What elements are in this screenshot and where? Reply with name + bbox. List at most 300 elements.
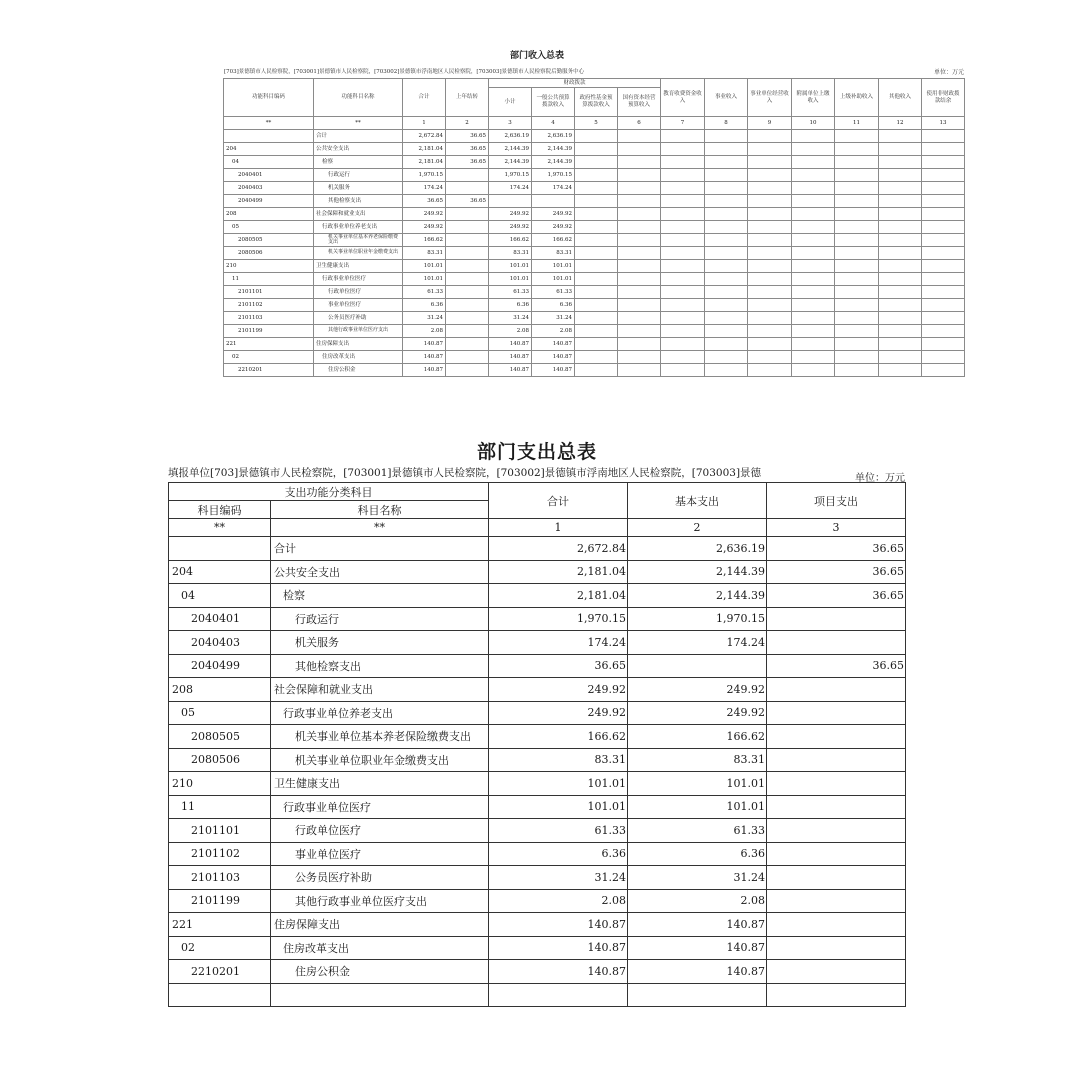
income-row-total: 249.92 (403, 221, 446, 234)
expenditure-row-project: 36.65 (767, 537, 906, 561)
expenditure-table-row (169, 819, 906, 843)
expenditure-row-basic: 2,144.39 (628, 560, 767, 584)
income-row-empty-cell (835, 156, 879, 169)
income-row-name: 机关事业单位基本养老保险缴费支出 (314, 234, 403, 247)
expenditure-table-row (169, 748, 906, 772)
income-row-empty-cell (575, 247, 618, 260)
expenditure-marker-row (169, 519, 906, 537)
income-row-empty-cell (879, 156, 922, 169)
income-row-empty-cell (748, 273, 792, 286)
income-row-empty-cell (575, 156, 618, 169)
expenditure-table-row (169, 607, 906, 631)
expenditure-row-project (767, 913, 906, 937)
expenditure-row-basic: 6.36 (628, 842, 767, 866)
income-row-name: 社会保障和就业支出 (314, 208, 403, 221)
income-row-general-budget: 166.62 (532, 234, 575, 247)
expenditure-row-name: 公共安全支出 (271, 560, 489, 584)
income-row-empty-cell (879, 364, 922, 377)
income-row-empty-cell (835, 234, 879, 247)
income-table-row (224, 247, 965, 260)
income-row-empty-cell (879, 286, 922, 299)
income-row-empty-cell (792, 130, 835, 143)
expenditure-row-basic: 101.01 (628, 772, 767, 796)
income-row-subtotal: 2,636.19 (489, 130, 532, 143)
income-header-name: 功能科目名称 (314, 79, 403, 117)
expenditure-table-row (169, 866, 906, 890)
income-row-empty-cell (792, 338, 835, 351)
income-row-code: 210 (224, 260, 314, 273)
income-row-name: 住房公积金 (314, 364, 403, 377)
income-row-empty-cell (835, 312, 879, 325)
income-row-empty-cell (575, 221, 618, 234)
income-row-empty-cell (575, 299, 618, 312)
expenditure-row-total: 6.36 (489, 842, 628, 866)
expenditure-row-project (767, 607, 906, 631)
expenditure-header-code: 科目编码 (169, 501, 271, 519)
income-row-empty-cell (922, 338, 965, 351)
income-header-gov-fund: 政府性基金预算拨款收入 (575, 88, 618, 117)
income-row-empty-cell (835, 299, 879, 312)
income-row-carryover: 36.65 (446, 143, 489, 156)
income-row-empty-cell (879, 312, 922, 325)
income-row-code: 2210201 (224, 364, 314, 377)
income-row-empty-cell (575, 364, 618, 377)
income-row-empty-cell (618, 312, 661, 325)
income-header-general-budget: 一般公共预算拨款收入 (532, 88, 575, 117)
income-row-empty-cell (879, 195, 922, 208)
income-row-empty-cell (748, 351, 792, 364)
income-row-code: 2040403 (224, 182, 314, 195)
expenditure-header-total: 合计 (489, 483, 628, 519)
income-header-affiliated: 附属单位上缴收入 (792, 79, 835, 117)
income-row-general-budget: 249.92 (532, 208, 575, 221)
income-row-empty-cell (879, 325, 922, 338)
income-row-subtotal: 101.01 (489, 273, 532, 286)
expenditure-row-total: 2,181.04 (489, 584, 628, 608)
income-row-empty-cell (661, 273, 705, 286)
income-row-empty-cell (748, 260, 792, 273)
income-header-business: 事业收入 (705, 79, 748, 117)
income-row-empty-cell (705, 234, 748, 247)
income-row-empty-cell (922, 312, 965, 325)
income-row-empty-cell (705, 169, 748, 182)
income-row-empty-cell (922, 286, 965, 299)
income-row-empty-cell (705, 325, 748, 338)
income-row-empty-cell (618, 143, 661, 156)
income-row-empty-cell (792, 169, 835, 182)
expenditure-row-project (767, 748, 906, 772)
expenditure-row-code: 05 (169, 701, 271, 725)
expenditure-header-basic: 基本支出 (628, 483, 767, 519)
expenditure-row-total: 140.87 (489, 936, 628, 960)
expenditure-row-project (767, 795, 906, 819)
income-table-row (224, 273, 965, 286)
income-row-empty-cell (661, 221, 705, 234)
income-marker-cell: 2 (446, 117, 489, 130)
expenditure-blank-cell (489, 983, 628, 1007)
income-row-total: 31.24 (403, 312, 446, 325)
expenditure-row-basic: 140.87 (628, 913, 767, 937)
income-row-empty-cell (835, 143, 879, 156)
income-row-total: 101.01 (403, 273, 446, 286)
income-row-empty-cell (835, 221, 879, 234)
income-row-name: 其他行政事业单位医疗支出 (314, 325, 403, 338)
income-row-empty-cell (922, 247, 965, 260)
expenditure-row-basic: 83.31 (628, 748, 767, 772)
income-row-empty-cell (922, 169, 965, 182)
expenditure-header-project: 项目支出 (767, 483, 906, 519)
income-row-empty-cell (835, 325, 879, 338)
income-row-general-budget: 140.87 (532, 338, 575, 351)
income-row-empty-cell (575, 286, 618, 299)
income-row-empty-cell (661, 195, 705, 208)
income-row-empty-cell (661, 286, 705, 299)
income-row-subtotal: 2.08 (489, 325, 532, 338)
income-row-total: 140.87 (403, 351, 446, 364)
income-row-empty-cell (748, 182, 792, 195)
income-row-empty-cell (879, 208, 922, 221)
expenditure-row-basic: 174.24 (628, 631, 767, 655)
income-header-carryover: 上年结转 (446, 79, 489, 117)
income-row-empty-cell (835, 338, 879, 351)
income-row-empty-cell (661, 325, 705, 338)
expenditure-table-unit: 单位：万元 (855, 473, 905, 484)
income-row-empty-cell (705, 273, 748, 286)
income-row-empty-cell (835, 247, 879, 260)
income-row-empty-cell (661, 364, 705, 377)
income-row-total: 61.33 (403, 286, 446, 299)
expenditure-header-group: 支出功能分类科目 (169, 483, 489, 501)
income-row-empty-cell (705, 338, 748, 351)
income-table-row (224, 312, 965, 325)
income-row-carryover (446, 260, 489, 273)
income-row-general-budget: 140.87 (532, 351, 575, 364)
income-row-empty-cell (705, 143, 748, 156)
income-row-empty-cell (922, 182, 965, 195)
income-row-empty-cell (792, 312, 835, 325)
income-row-empty-cell (879, 299, 922, 312)
income-header-operating: 事业单位经营收入 (748, 79, 792, 117)
expenditure-table-row (169, 654, 906, 678)
income-row-code: 04 (224, 156, 314, 169)
income-row-empty-cell (575, 325, 618, 338)
income-row-total: 2,672.84 (403, 130, 446, 143)
income-row-total: 166.62 (403, 234, 446, 247)
income-row-empty-cell (748, 286, 792, 299)
income-row-empty-cell (835, 286, 879, 299)
income-row-empty-cell (705, 312, 748, 325)
income-row-empty-cell (922, 195, 965, 208)
expenditure-row-total: 61.33 (489, 819, 628, 843)
expenditure-table-row (169, 537, 906, 561)
income-row-name: 其他检察支出 (314, 195, 403, 208)
expenditure-row-basic: 1,970.15 (628, 607, 767, 631)
expenditure-row-project (767, 725, 906, 749)
income-row-empty-cell (879, 221, 922, 234)
expenditure-row-code: 2101101 (169, 819, 271, 843)
income-row-carryover (446, 364, 489, 377)
expenditure-row-basic: 249.92 (628, 678, 767, 702)
expenditure-row-total: 31.24 (489, 866, 628, 890)
income-marker-cell: ** (314, 117, 403, 130)
income-row-empty-cell (575, 234, 618, 247)
income-row-general-budget: 31.24 (532, 312, 575, 325)
expenditure-row-project (767, 678, 906, 702)
income-row-empty-cell (618, 260, 661, 273)
income-row-code: 2101199 (224, 325, 314, 338)
expenditure-table-title: 部门支出总表 (476, 441, 597, 463)
income-row-empty-cell (879, 338, 922, 351)
income-row-general-budget (532, 195, 575, 208)
income-row-empty-cell (661, 182, 705, 195)
expenditure-row-total: 2.08 (489, 889, 628, 913)
expenditure-row-basic: 101.01 (628, 795, 767, 819)
expenditure-table-row (169, 913, 906, 937)
expenditure-row-project (767, 960, 906, 984)
income-row-total: 174.24 (403, 182, 446, 195)
income-header-subtotal: 小计 (489, 88, 532, 117)
income-row-empty-cell (705, 247, 748, 260)
income-row-subtotal: 2,144.39 (489, 143, 532, 156)
income-row-empty-cell (661, 299, 705, 312)
income-row-carryover: 36.65 (446, 195, 489, 208)
income-row-empty-cell (922, 208, 965, 221)
income-row-general-budget: 249.92 (532, 221, 575, 234)
income-row-empty-cell (792, 299, 835, 312)
income-row-subtotal: 249.92 (489, 221, 532, 234)
income-table-row (224, 169, 965, 182)
expenditure-blank-cell (169, 983, 271, 1007)
income-marker-cell: 10 (792, 117, 835, 130)
income-row-empty-cell (922, 299, 965, 312)
income-marker-cell: 7 (661, 117, 705, 130)
income-row-empty-cell (618, 169, 661, 182)
income-row-carryover (446, 351, 489, 364)
income-marker-row (224, 117, 965, 130)
income-row-subtotal: 83.31 (489, 247, 532, 260)
income-row-name: 合计 (314, 130, 403, 143)
income-row-empty-cell (922, 260, 965, 273)
income-row-empty-cell (792, 208, 835, 221)
income-row-empty-cell (618, 364, 661, 377)
income-row-empty-cell (661, 247, 705, 260)
income-row-general-budget: 2,144.39 (532, 156, 575, 169)
income-row-name: 检察 (314, 156, 403, 169)
expenditure-row-name: 住房改革支出 (271, 936, 489, 960)
expenditure-row-total: 36.65 (489, 654, 628, 678)
income-row-empty-cell (575, 260, 618, 273)
income-row-empty-cell (748, 156, 792, 169)
income-marker-cell: 6 (618, 117, 661, 130)
expenditure-row-code: 02 (169, 936, 271, 960)
expenditure-row-project (767, 631, 906, 655)
expenditure-table-row (169, 960, 906, 984)
income-row-code: 2080505 (224, 234, 314, 247)
income-row-empty-cell (748, 234, 792, 247)
expenditure-marker-cell: 2 (628, 519, 767, 537)
income-row-empty-cell (575, 351, 618, 364)
income-row-total: 140.87 (403, 364, 446, 377)
expenditure-row-code: 11 (169, 795, 271, 819)
income-row-subtotal: 61.33 (489, 286, 532, 299)
income-row-empty-cell (575, 130, 618, 143)
income-row-empty-cell (575, 143, 618, 156)
income-header-nontax-use: 使用非财政拨款结余 (922, 79, 965, 117)
expenditure-row-project (767, 866, 906, 890)
income-row-empty-cell (575, 195, 618, 208)
expenditure-table-row (169, 584, 906, 608)
expenditure-marker-cell: 3 (767, 519, 906, 537)
expenditure-row-name: 检察 (271, 584, 489, 608)
income-row-empty-cell (922, 325, 965, 338)
expenditure-row-project (767, 772, 906, 796)
expenditure-row-code: 2210201 (169, 960, 271, 984)
income-row-code: 2101102 (224, 299, 314, 312)
income-marker-cell: 1 (403, 117, 446, 130)
income-row-general-budget: 174.24 (532, 182, 575, 195)
expenditure-row-code: 2080505 (169, 725, 271, 749)
income-row-general-budget: 2,636.19 (532, 130, 575, 143)
income-table-unit: 单位：万元 (933, 69, 964, 76)
income-row-empty-cell (922, 364, 965, 377)
income-row-empty-cell (618, 208, 661, 221)
income-row-empty-cell (705, 130, 748, 143)
expenditure-marker-cell: ** (169, 519, 271, 537)
expenditure-row-basic: 249.92 (628, 701, 767, 725)
expenditure-row-name: 行政事业单位养老支出 (271, 701, 489, 725)
income-row-empty-cell (748, 364, 792, 377)
expenditure-table-row (169, 795, 906, 819)
income-table-row (224, 338, 965, 351)
income-row-empty-cell (792, 364, 835, 377)
income-row-empty-cell (661, 208, 705, 221)
income-row-general-budget: 101.01 (532, 260, 575, 273)
income-row-empty-cell (748, 169, 792, 182)
income-table-row (224, 351, 965, 364)
income-row-code: 204 (224, 143, 314, 156)
income-row-empty-cell (661, 156, 705, 169)
income-row-empty-cell (792, 351, 835, 364)
income-marker-cell: 5 (575, 117, 618, 130)
income-header-edu-fee: 教育收费资金收入 (661, 79, 705, 117)
income-row-general-budget: 83.31 (532, 247, 575, 260)
income-table-row (224, 325, 965, 338)
income-header-other: 其他收入 (879, 79, 922, 117)
income-row-empty-cell (748, 338, 792, 351)
income-marker-cell: ** (224, 117, 314, 130)
expenditure-row-project (767, 819, 906, 843)
income-row-empty-cell (835, 351, 879, 364)
expenditure-table-row (169, 842, 906, 866)
income-header-superior-subsidy: 上级补助收入 (835, 79, 879, 117)
income-row-name: 住房保障支出 (314, 338, 403, 351)
income-row-name: 卫生健康支出 (314, 260, 403, 273)
income-row-empty-cell (879, 169, 922, 182)
income-row-code: 221 (224, 338, 314, 351)
expenditure-row-code: 2040499 (169, 654, 271, 678)
income-row-empty-cell (879, 273, 922, 286)
expenditure-row-name: 事业单位医疗 (271, 842, 489, 866)
expenditure-row-name: 机关服务 (271, 631, 489, 655)
income-row-empty-cell (922, 273, 965, 286)
income-row-subtotal: 6.36 (489, 299, 532, 312)
expenditure-row-name: 合计 (271, 537, 489, 561)
income-row-empty-cell (705, 195, 748, 208)
income-row-name: 行政运行 (314, 169, 403, 182)
income-row-code: 02 (224, 351, 314, 364)
income-row-empty-cell (792, 325, 835, 338)
expenditure-row-name: 卫生健康支出 (271, 772, 489, 796)
income-marker-cell: 4 (532, 117, 575, 130)
expenditure-table-row (169, 701, 906, 725)
income-row-subtotal: 1,970.15 (489, 169, 532, 182)
income-row-empty-cell (661, 312, 705, 325)
income-marker-cell: 13 (922, 117, 965, 130)
income-table-row (224, 208, 965, 221)
expenditure-row-name: 行政单位医疗 (271, 819, 489, 843)
income-row-empty-cell (748, 299, 792, 312)
income-row-empty-cell (879, 182, 922, 195)
income-row-empty-cell (922, 221, 965, 234)
expenditure-row-basic: 2,636.19 (628, 537, 767, 561)
income-header-fiscal-group: 财政拨款 (489, 79, 661, 88)
income-row-empty-cell (792, 182, 835, 195)
expenditure-row-project (767, 936, 906, 960)
expenditure-row-name: 住房保障支出 (271, 913, 489, 937)
income-row-empty-cell (618, 325, 661, 338)
income-row-subtotal: 2,144.39 (489, 156, 532, 169)
income-row-empty-cell (922, 130, 965, 143)
income-row-empty-cell (835, 182, 879, 195)
income-marker-cell: 9 (748, 117, 792, 130)
income-row-carryover (446, 169, 489, 182)
income-table-row (224, 221, 965, 234)
income-row-carryover (446, 208, 489, 221)
income-row-empty-cell (705, 208, 748, 221)
income-table-title: 部门收入总表 (509, 51, 564, 61)
income-row-total: 2.08 (403, 325, 446, 338)
expenditure-row-basic: 140.87 (628, 960, 767, 984)
income-row-empty-cell (705, 260, 748, 273)
expenditure-row-total: 166.62 (489, 725, 628, 749)
expenditure-row-code: 04 (169, 584, 271, 608)
income-row-subtotal: 140.87 (489, 338, 532, 351)
income-summary-table (223, 78, 965, 377)
income-row-code: 2080506 (224, 247, 314, 260)
expenditure-summary-table (168, 482, 906, 1007)
expenditure-row-code: 2080506 (169, 748, 271, 772)
income-marker-cell: 11 (835, 117, 879, 130)
income-table-row (224, 130, 965, 143)
income-row-empty-cell (661, 169, 705, 182)
income-row-carryover (446, 286, 489, 299)
income-row-code: 208 (224, 208, 314, 221)
expenditure-row-code: 2101199 (169, 889, 271, 913)
income-row-empty-cell (575, 208, 618, 221)
income-row-name: 事业单位医疗 (314, 299, 403, 312)
income-table-row (224, 156, 965, 169)
income-row-empty-cell (835, 169, 879, 182)
income-row-subtotal: 140.87 (489, 351, 532, 364)
income-row-empty-cell (792, 286, 835, 299)
income-row-empty-cell (618, 156, 661, 169)
income-row-total: 249.92 (403, 208, 446, 221)
income-row-general-budget: 6.36 (532, 299, 575, 312)
income-row-empty-cell (835, 273, 879, 286)
expenditure-row-basic: 61.33 (628, 819, 767, 843)
income-row-code: 2040499 (224, 195, 314, 208)
expenditure-row-name: 行政运行 (271, 607, 489, 631)
